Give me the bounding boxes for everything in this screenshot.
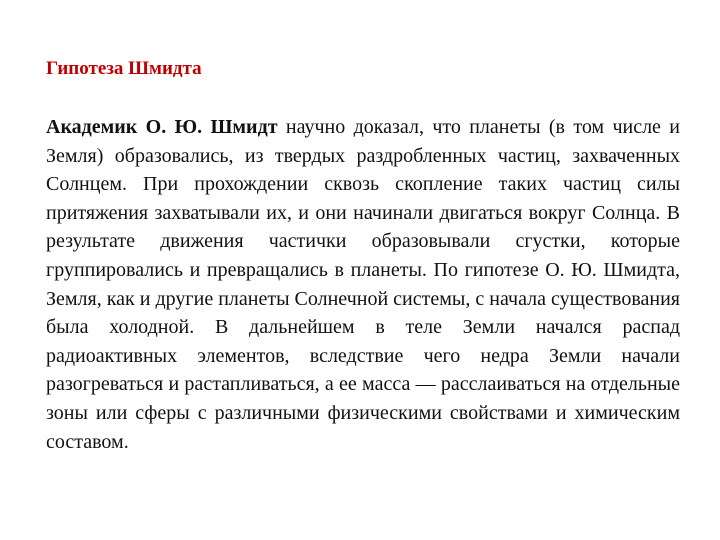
paragraph-lead: Академик О. Ю. Шмидт — [46, 116, 278, 138]
slide-title: Гипотеза Шмидта — [46, 58, 202, 79]
paragraph-text: научно доказал, что планеты (в том числе и Земля) образовались, из твердых раздробленных частиц, захваченных Солнцем. При прохождении сквозь скопление таких частиц силы притяжения захватывали их, и они начинали двигаться вокруг Солнца. В результате движения частички образовывали сгустки, которые группировались и превращались в планеты. По гипотезе О. Ю. Шмидта, Земля, как и другие планеты Солнечной системы, с начала существования была холодной. В дальнейшем в теле Земли начался распад радиоактивных элементов, вследствие чего недра Земли начали разогреваться и растапливаться, а ее масса — расслаиваться на отдельные зоны или сферы с различными физическими свойствами и химическим составом. — [46, 116, 680, 453]
body-paragraph — [46, 113, 680, 456]
